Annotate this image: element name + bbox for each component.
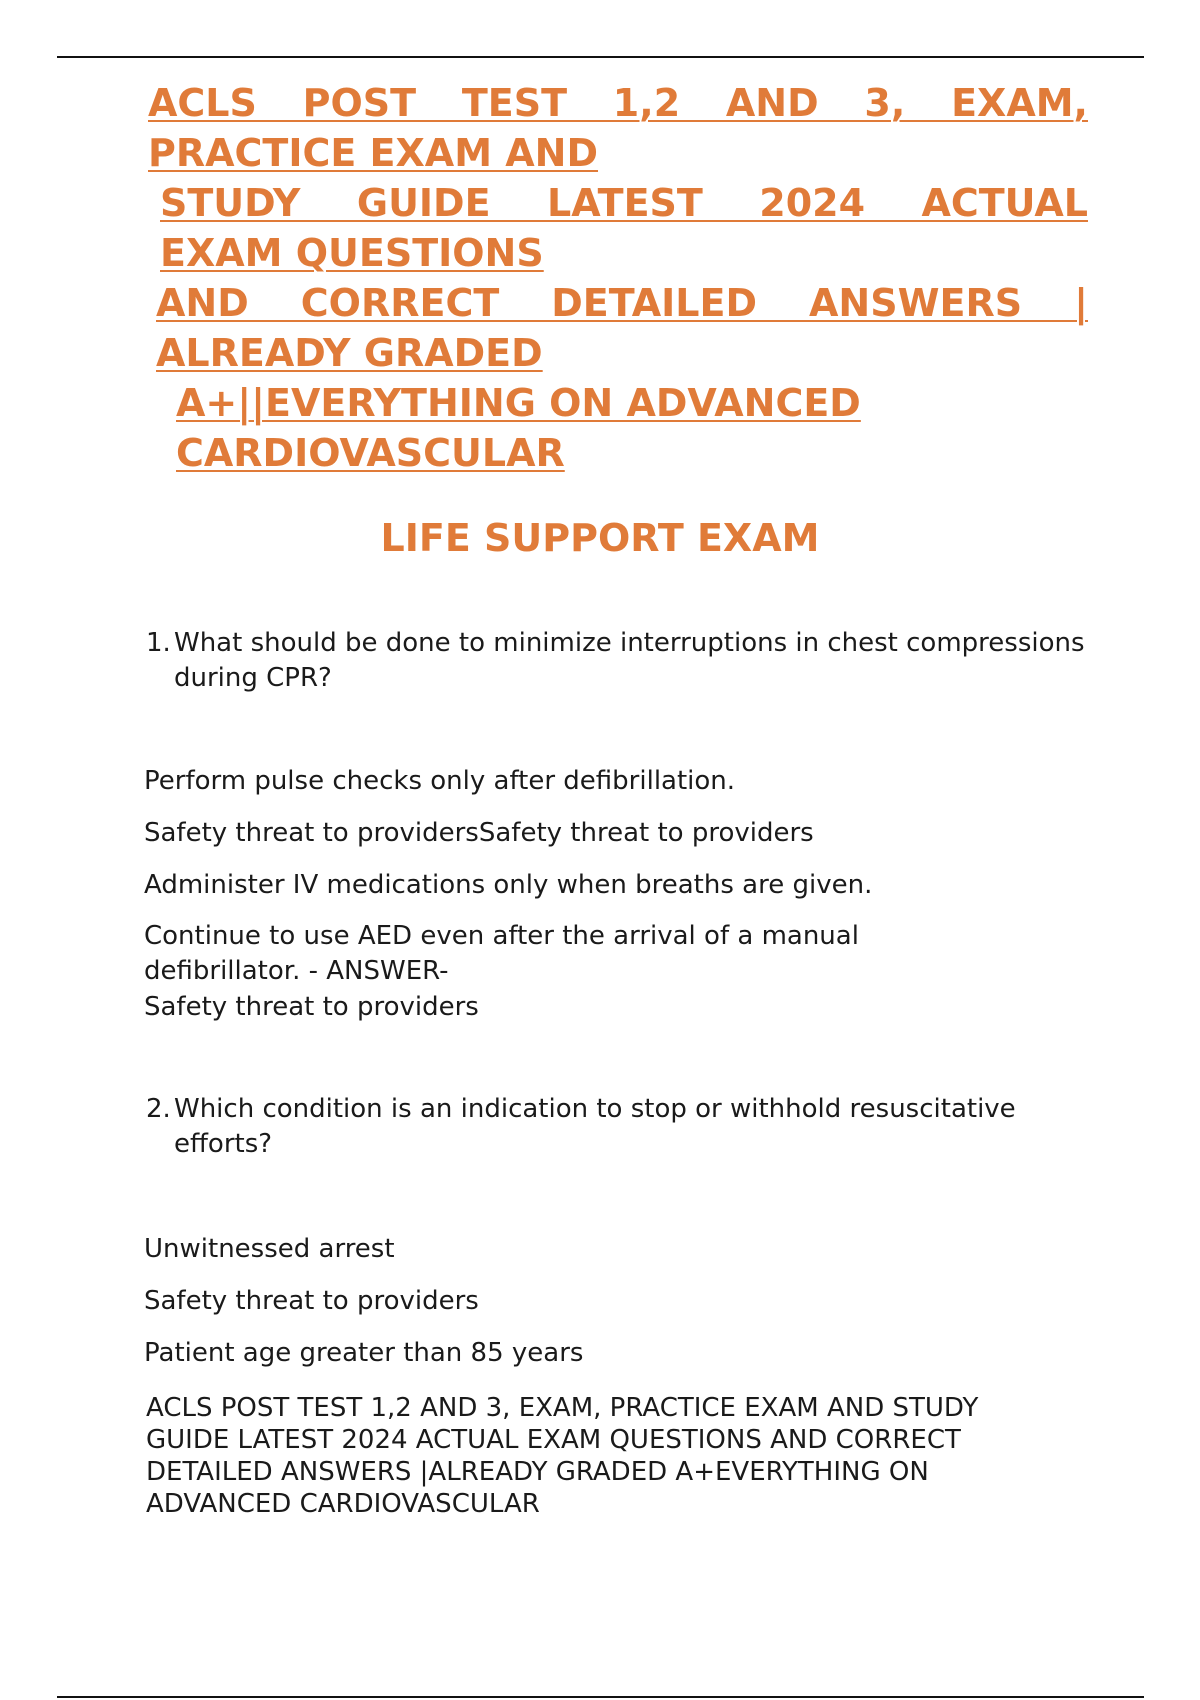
document-subtitle: LIFE SUPPORT EXAM bbox=[380, 516, 820, 560]
document-title bbox=[148, 78, 1088, 478]
option-2c: Patient age greater than 85 years bbox=[144, 1338, 584, 1368]
option-1c: Administer IV medications only when breaths are given. bbox=[144, 870, 873, 900]
bottom-rule bbox=[57, 1696, 1144, 1698]
top-rule bbox=[57, 56, 1144, 58]
footer-watermark-text: ACLS POST TEST 1,2 AND 3, EXAM, PRACTICE EXAM AND STUDY GUIDE LATEST 2024 ACTUAL EXAM QUESTIONS AND CORRECT DETAILED ANSWERS |ALREADY GRADED A+EVERYTHING ON ADVANCED CARDIOVASCULAR bbox=[146, 1393, 979, 1519]
option-1b: Safety threat to providersSafety threat to providers bbox=[144, 818, 814, 848]
question-text: Which condition is an indication to stop or withhold resuscitative efforts? bbox=[174, 1094, 1016, 1159]
answer-1: Safety threat to providers bbox=[144, 992, 479, 1022]
question-text: What should be done to minimize interruptions in chest compressions during CPR? bbox=[174, 628, 1085, 693]
option-2b: Safety threat to providers bbox=[144, 1286, 479, 1316]
title-line-8: CARDIOVASCULAR bbox=[176, 431, 565, 475]
title-line-2: PRACTICE EXAM AND bbox=[148, 131, 599, 175]
title-line-1: ACLS POST TEST 1,2 AND 3, EXAM, bbox=[148, 81, 1088, 125]
title-line-4: EXAM QUESTIONS bbox=[160, 231, 544, 275]
title-line-3: STUDY GUIDE LATEST 2024 ACTUAL bbox=[160, 181, 1088, 225]
option-2a: Unwitnessed arrest bbox=[144, 1234, 395, 1264]
question-number: 1. bbox=[146, 628, 171, 658]
title-line-5: AND CORRECT DETAILED ANSWERS | bbox=[156, 281, 1088, 325]
question-number: 2. bbox=[146, 1094, 171, 1124]
option-1d: Continue to use AED even after the arrival of a manual defibrillator. - ANSWER- bbox=[144, 921, 859, 986]
title-line-7: A+||EVERYTHING ON ADVANCED bbox=[176, 381, 861, 425]
title-line-6: ALREADY GRADED bbox=[156, 331, 543, 375]
option-1a: Perform pulse checks only after defibrillation. bbox=[144, 766, 736, 796]
question-1 bbox=[146, 626, 1096, 696]
question-2 bbox=[146, 1092, 1096, 1162]
